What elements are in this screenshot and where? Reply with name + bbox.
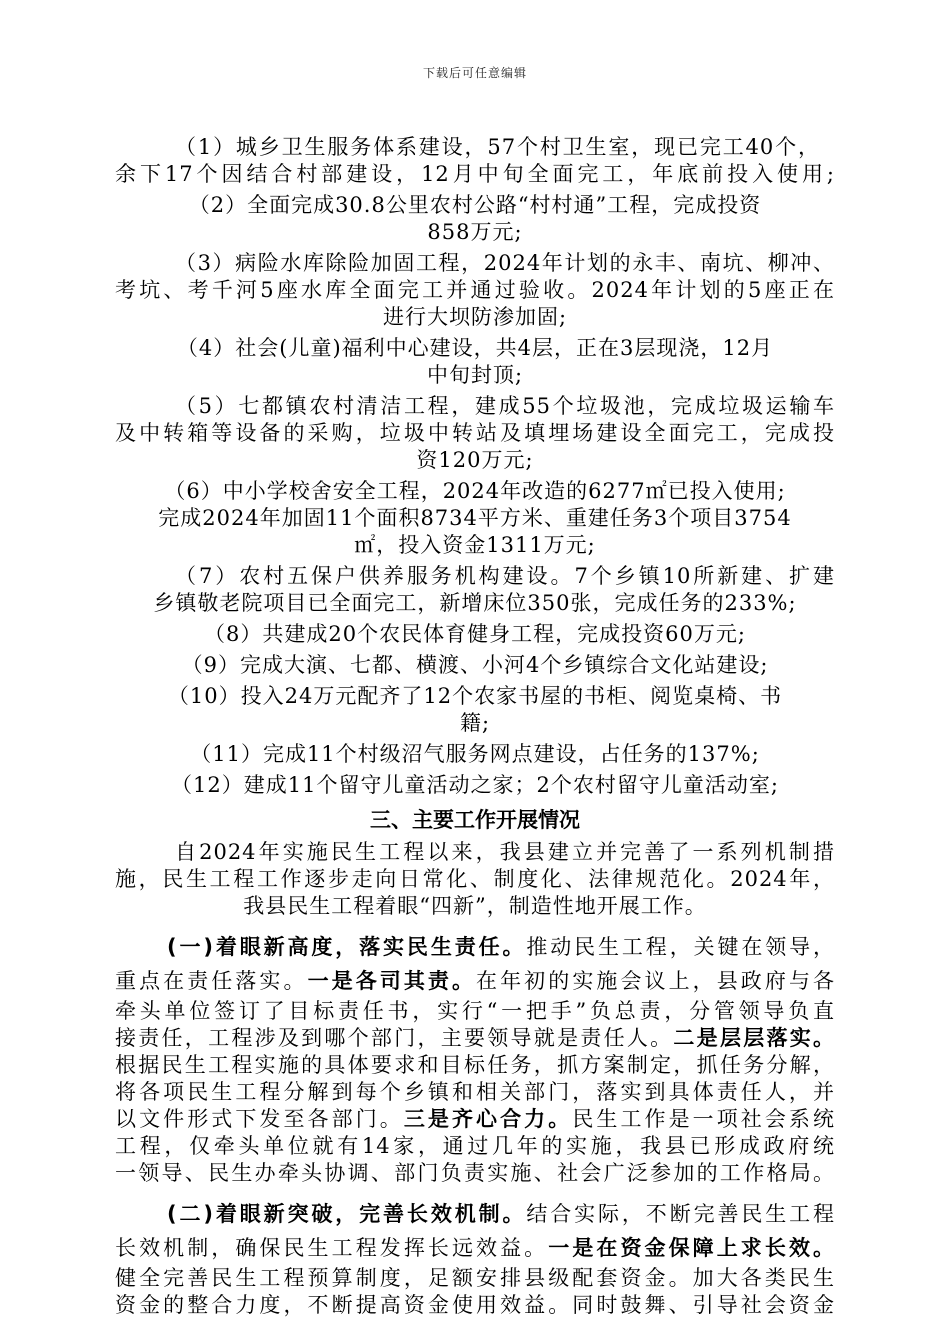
text-line: 资120万元; — [416, 448, 534, 472]
list-item — [115, 192, 835, 246]
text-line: 资金的整合力度，不断提高资金使用效益。同时鼓舞、引导社会资金 — [115, 1293, 835, 1317]
text-span: 以文件形式下发至各部门。 — [115, 1107, 404, 1131]
paragraph-mechanism — [115, 1197, 835, 1319]
text-line: 考坑、考千河5座水库全面完工并通过验收。2024年计划的5座正在 — [115, 278, 835, 302]
paragraph-responsibility — [115, 930, 835, 1187]
bold-phrase: 三是齐心合力。 — [403, 1107, 573, 1131]
text-line: （4）社会(儿童)福利中心建设，共4层，正在3层现浇，12月 — [176, 336, 774, 360]
list-item — [115, 393, 835, 474]
section-title: 三、主要工作开展情况 — [370, 808, 580, 832]
text-line — [115, 1025, 835, 1052]
text-span: 在年初的实施会议上，县政府与各 — [476, 969, 836, 993]
text-line: 健全完善民生工程预算制度，足额安排县级配套资金。加大各类民生 — [115, 1266, 835, 1290]
list-item — [115, 134, 835, 188]
paragraph-title: (一)着眼新高度，落实民生责任。 — [167, 935, 527, 959]
document-body — [115, 130, 835, 1319]
text-line: 我县民生工程着眼“四新”，制造性地开展工作。 — [243, 894, 707, 918]
text-line: （5）七都镇农村清洁工程，建成55个垃圾池，完成垃圾运输车 — [175, 394, 835, 418]
text-line: 一领导、民生办牵头协调、部门负责实施、社会广泛参加的工作格局。 — [115, 1161, 835, 1185]
text-span: 推动民生工程，关键在领导， — [526, 935, 836, 959]
text-line — [115, 1197, 835, 1231]
text-line: （3）病险水库除险加固工程，2024年计划的永丰、南坑、柳冲、 — [175, 251, 835, 275]
text-span: 民生工作是一项社会系统 — [572, 1107, 836, 1131]
text-line: ㎡，投入资金1311万元; — [354, 533, 596, 557]
text-span: 重点在责任落实。 — [115, 969, 308, 993]
text-line — [115, 1231, 835, 1265]
list-item — [115, 652, 835, 679]
text-line: （6）中小学校舍安全工程，2024年改造的6277㎡已投入使用; — [164, 479, 786, 503]
text-line: 籍; — [459, 711, 491, 735]
text-line: （7）农村五保户供养服务机构建设。7个乡镇10所新建、扩建 — [175, 564, 835, 588]
text-line: （12）建成11个留守儿童活动之家；2个农村留守儿童活动室; — [171, 773, 779, 797]
list-item — [115, 772, 835, 799]
text-line: 完成2024年加固11个面积8734平方米、重建任务3个项目3754 — [158, 506, 792, 530]
text-line: 中旬封顶; — [426, 363, 524, 387]
text-line — [115, 1106, 835, 1133]
page-header: 下载后可任意编辑 — [422, 66, 527, 80]
text-line: （8）共建成20个农民体育健身工程，完成投资60万元; — [204, 622, 746, 646]
text-line: （2）全面完成30.8公里农村公路“村村通”工程，完成投资 — [188, 193, 762, 217]
text-line: 进行大坝防渗加固; — [382, 305, 568, 329]
bold-phrase: 二是层层落实。 — [673, 1026, 836, 1050]
text-line: 工程，仅牵头单位就有14家，通过几年的实施，我县已形成政府统 — [115, 1134, 835, 1158]
list-item — [115, 741, 835, 768]
text-line: 余下17个因结合村部建设，12月中旬全面完工，年底前投入使用; — [115, 162, 835, 186]
text-line: 施，民生工程工作逐步走向日常化、制度化、法律规范化。2024年， — [115, 867, 835, 891]
text-line: 858万元; — [427, 220, 523, 244]
bold-phrase: 一是各司其责。 — [307, 969, 477, 993]
text-line: 乡镇敬老院项目已全面完工，新增床位350张，完成任务的233%; — [153, 591, 797, 615]
text-line: 将各项民生工程分解到每个乡镇和相关部门，落实到具体责任人，并 — [115, 1080, 835, 1104]
list-item — [115, 683, 835, 737]
text-line: 根据民生工程实施的具体要求和目标任务，抓方案制定，抓任务分解， — [115, 1053, 835, 1077]
text-span: 长效机制，确保民生工程发挥长远效益。 — [115, 1236, 549, 1260]
text-line: （10）投入24万元配齐了12个农家书屋的书柜、阅览桌椅、书 — [167, 684, 783, 708]
text-line: （1）城乡卫生服务体系建设，57个村卫生室，现已完工40个， — [175, 135, 820, 159]
list-item — [115, 621, 835, 648]
text-line: （9）完成大演、七都、横渡、小河4个乡镇综合文化站建设; — [181, 653, 769, 677]
list-item — [115, 335, 835, 389]
text-span: 接责任，工程涉及到哪个部门，主要领导就是责任人。 — [115, 1026, 674, 1050]
text-line: 牵头单位签订了目标责任书，实行“一把手”负总责，分管领导负直 — [115, 999, 835, 1023]
list-item — [115, 563, 835, 617]
intro-paragraph — [115, 839, 835, 920]
text-span: 结合实际，不断完善民生工程 — [526, 1202, 836, 1226]
list-item — [115, 250, 835, 331]
text-line — [115, 964, 835, 998]
bold-phrase: 一是在资金保障上求长效。 — [548, 1236, 836, 1260]
paragraph-title: (二)着眼新突破，完善长效机制。 — [167, 1202, 527, 1226]
list-item — [115, 478, 835, 559]
text-line: （11）完成11个村级沼气服务网点建设，占任务的137%; — [190, 742, 760, 766]
text-line: 及中转箱等设备的采购，垃圾中转站及填埋场建设全面完工，完成投 — [115, 421, 835, 445]
text-line: 自2024年实施民生工程以来，我县建立并完善了一系列机制措 — [175, 840, 835, 864]
text-line — [115, 930, 835, 964]
